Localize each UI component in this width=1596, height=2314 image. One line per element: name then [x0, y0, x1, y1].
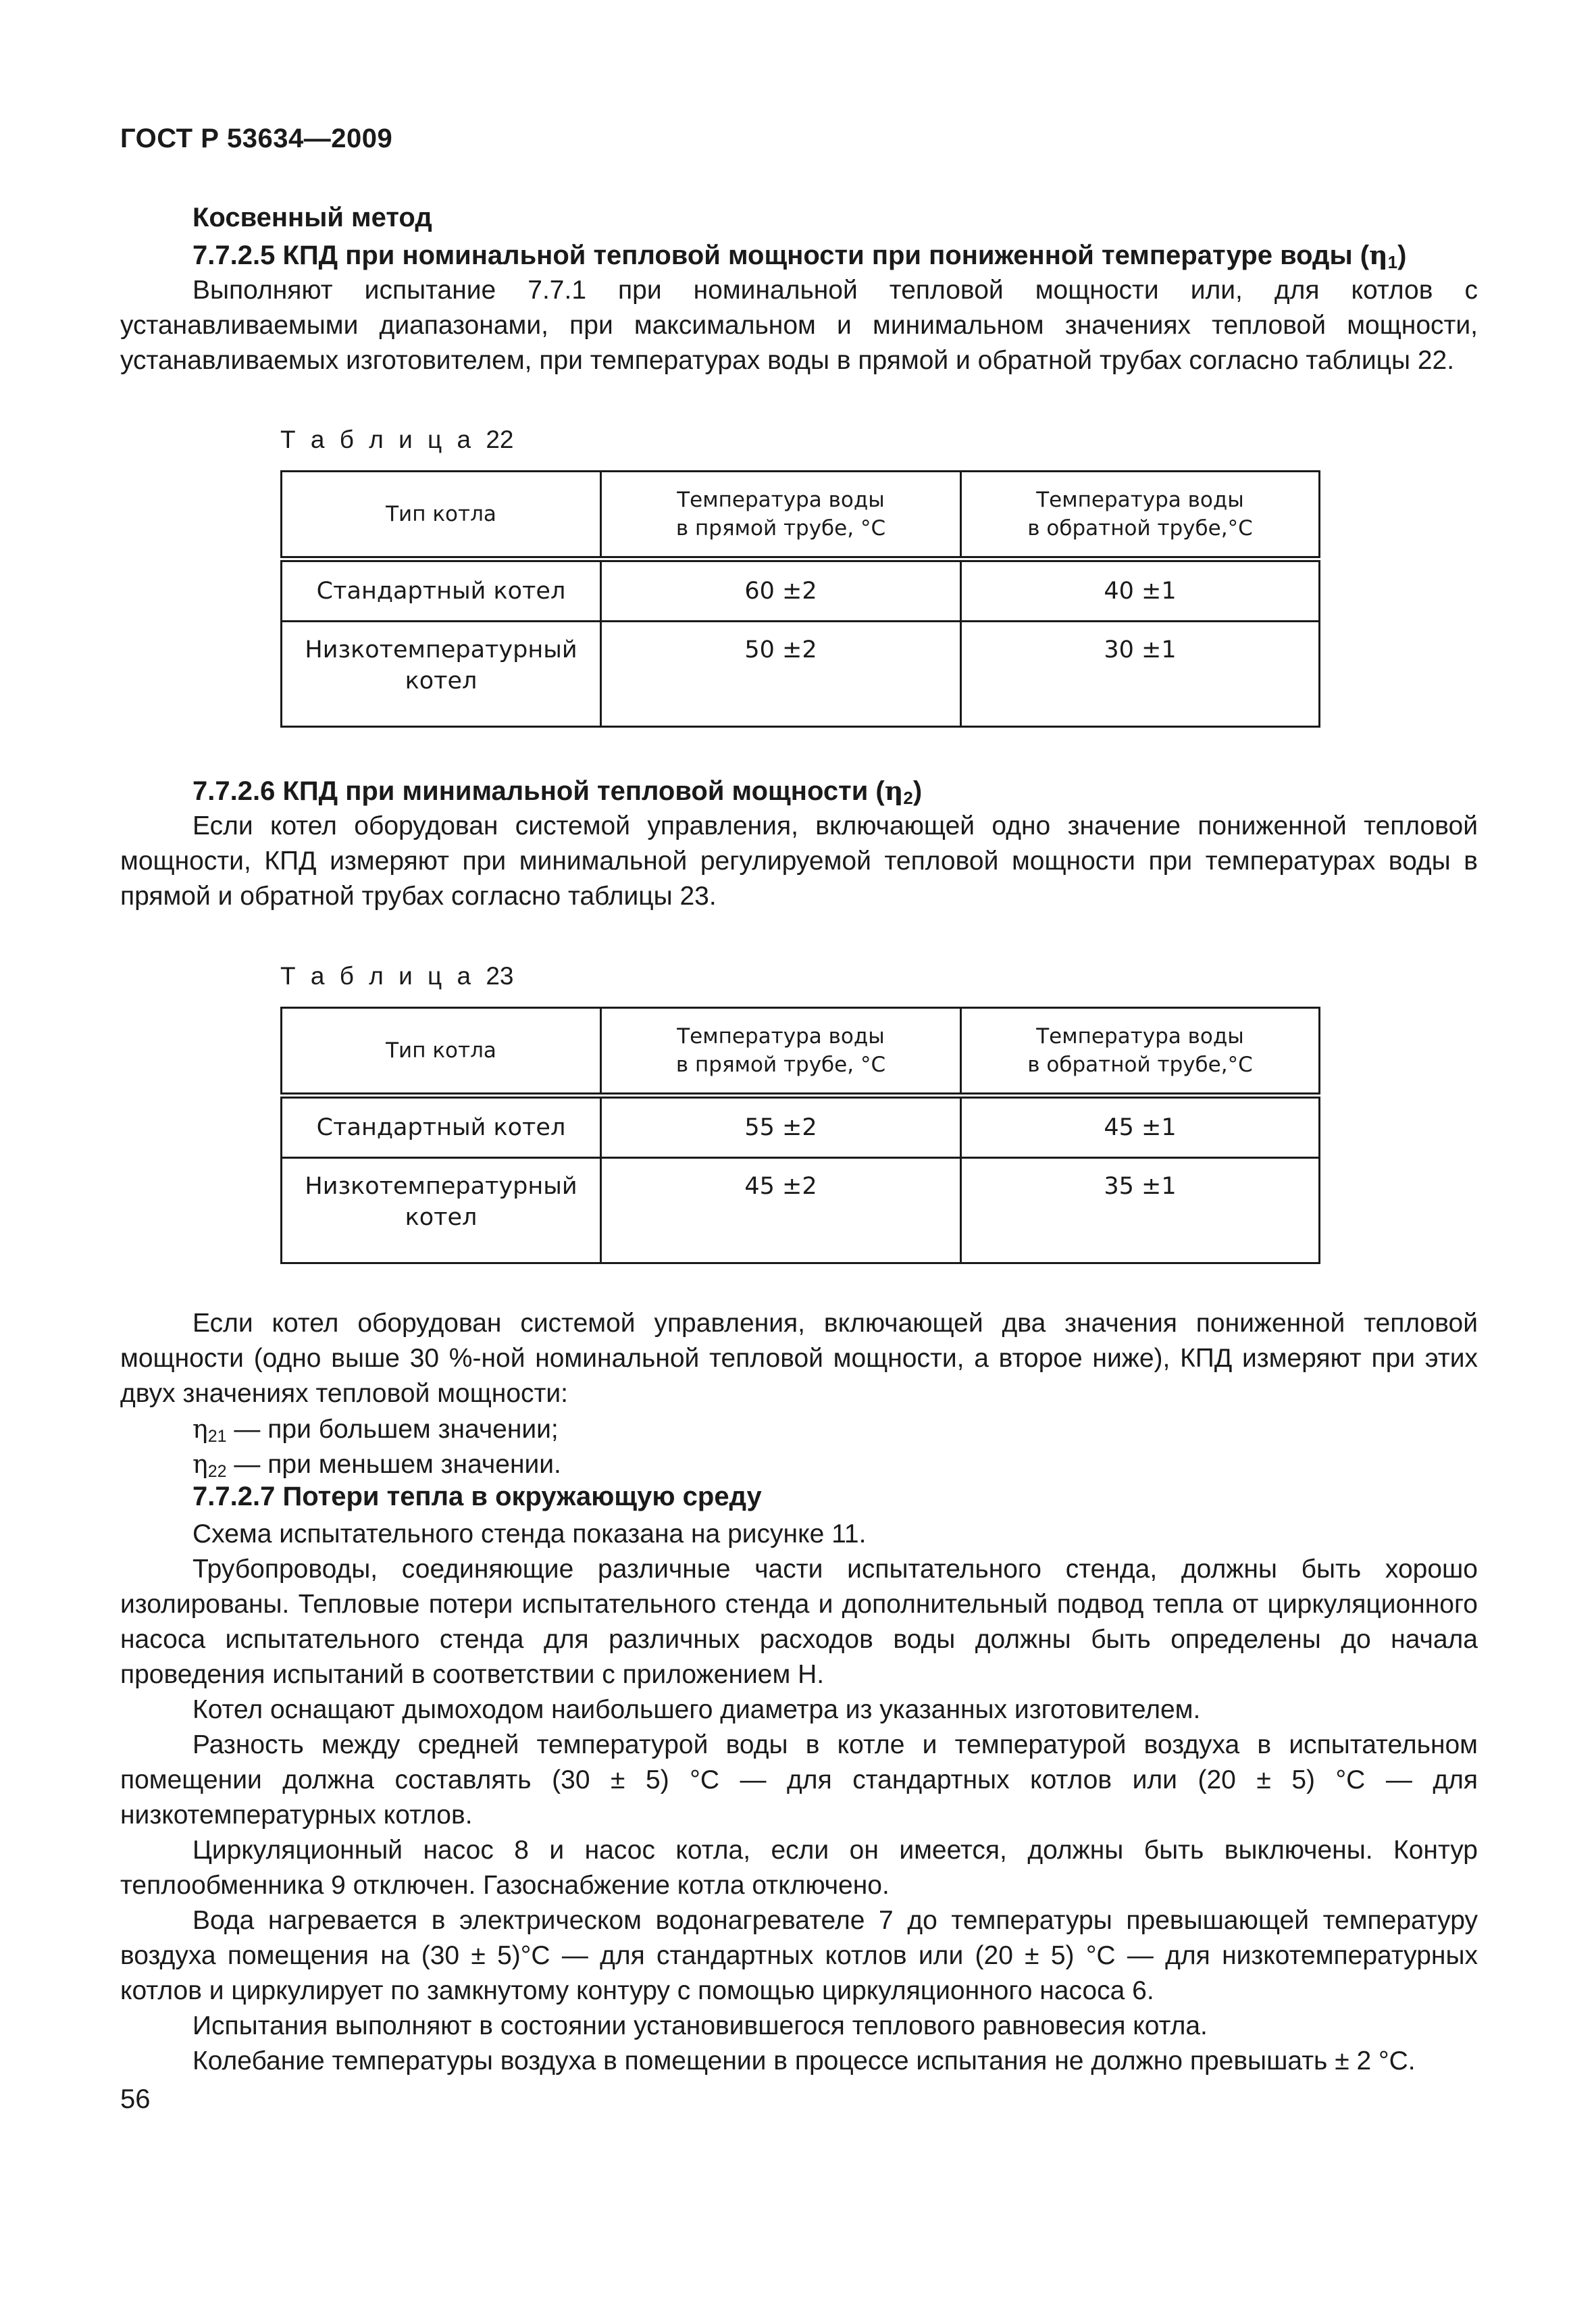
- eta-subscript: 22: [207, 1462, 227, 1481]
- header-cell: [601, 472, 961, 559]
- table-row: [282, 1158, 1320, 1263]
- header-cell: [961, 472, 1320, 559]
- eta-subscript: 2: [903, 788, 913, 808]
- table-23: [280, 1007, 1320, 1264]
- table-cell: 45 ±2: [601, 1158, 961, 1263]
- document-header: ГОСТ Р 53634—2009: [120, 124, 393, 153]
- paragraph: Циркуляционный насос 8 и насос котла, если он имеется, должны быть выключены. Контур теплообменника 9 отключен. Газоснабжение котла отключено.: [120, 1836, 1478, 1900]
- table-cell: [282, 1158, 601, 1263]
- table-row: [282, 622, 1320, 727]
- table-row: [282, 559, 1320, 622]
- paragraph: Котел оснащают дымоходом наибольшего диаметра из указанных изготовителем.: [192, 1695, 1201, 1724]
- table-cell: 30 ±1: [961, 622, 1320, 727]
- page-number: 56: [120, 2084, 151, 2114]
- table-row: [282, 1096, 1320, 1158]
- section-7725-title: [192, 240, 1406, 273]
- section-7726-text: Если котел оборудован системой управления, включающей одно значение пониженной тепловой мощности, КПД измеряют при минимальной регулируемой тепловой мощности при температурах воды в прямой и обратной трубах согласно таблицы 23.: [120, 811, 1478, 911]
- two-values-text: Если котел оборудован системой управления, включающей два значения пониженной тепловой мощности (одно выше 30 %-ной номинальной тепловой мощности, а второе ниже), КПД измеряют при этих двух значениях тепловой мощности:: [120, 1309, 1478, 1408]
- table-22: [280, 470, 1320, 728]
- paragraph: Схема испытательного стенда показана на рисунке 11.: [192, 1519, 867, 1549]
- table-cell: Стандартный котел: [282, 1096, 601, 1158]
- table-cell: 60 ±2: [601, 559, 961, 622]
- paragraph: Испытания выполняют в состоянии установившегося теплового равновесия котла.: [192, 2011, 1208, 2040]
- cell-line: Низкотемпературный: [305, 1173, 577, 1200]
- header-cell: Тип котла: [282, 1008, 601, 1096]
- section-7726-title: [192, 776, 922, 809]
- eta-subscript: 21: [207, 1427, 227, 1446]
- header-cell: [961, 1008, 1320, 1096]
- table-caption-number: 22: [486, 426, 514, 453]
- header-line: Температура воды: [677, 488, 885, 512]
- table-cell: Стандартный котел: [282, 559, 601, 622]
- eta-symbol: η: [192, 1449, 208, 1479]
- paren-close: ): [1397, 241, 1407, 270]
- table-cell: 40 ±1: [961, 559, 1320, 622]
- table-header-row: [282, 472, 1320, 559]
- eta21-text: — при большем значении;: [226, 1415, 559, 1444]
- section-7727-title: 7.7.2.7 Потери тепла в окружающую среду: [192, 1482, 762, 1511]
- header-line: в прямой трубе, °С: [675, 1053, 886, 1077]
- header-line: Температура воды: [1036, 488, 1244, 512]
- paragraph: Вода нагревается в электрическом водонагревателе 7 до температуры превышающей температуру воздуха помещения на (30 ± 5)°С — для стандартных котлов или (20 ± 5) °С — для низкотемпературных котлов и циркулирует по замкнутому контуру с помощью циркуляционного насоса 6.: [120, 1906, 1478, 2005]
- table-cell: 45 ±1: [961, 1096, 1320, 1158]
- eta22-text: — при меньшем значении.: [226, 1450, 561, 1479]
- section-7725-title-text: 7.7.2.5 КПД при номинальной тепловой мощности при пониженной температуре воды (: [192, 241, 1370, 270]
- cell-line: котел: [405, 1204, 478, 1231]
- section-7725-text: Выполняют испытание 7.7.1 при номинальной тепловой мощности или, для котлов с устанавливаемыми диапазонами, при максимальном и минимальном значениях тепловой мощности, устанавливаемых изготовителем, при температурах воды в прямой и обратной трубах согласно таблицы 22.: [120, 276, 1478, 375]
- header-cell: [601, 1008, 961, 1096]
- table-caption-number: 23: [486, 962, 514, 990]
- table-cell: 55 ±2: [601, 1096, 961, 1158]
- cell-line: котел: [405, 668, 478, 695]
- header-line: в прямой трубе, °С: [675, 516, 886, 540]
- eta-symbol: η: [884, 776, 904, 806]
- paragraph: Колебание температуры воздуха в помещении в процессе испытания не должно превышать ± 2 °С.: [192, 2046, 1416, 2076]
- header-cell: Тип котла: [282, 472, 601, 559]
- header-line: Температура воды: [677, 1024, 885, 1049]
- table22-caption: [280, 426, 514, 454]
- eta-subscript: 1: [1387, 252, 1398, 272]
- paren-close: ): [912, 776, 923, 806]
- table-caption-label: Т а б л и ц а: [280, 962, 475, 990]
- table-cell: 50 ±2: [601, 622, 961, 727]
- table-caption-label: Т а б л и ц а: [280, 426, 475, 453]
- eta-symbol: η: [1369, 240, 1388, 270]
- table-cell: 35 ±1: [961, 1158, 1320, 1263]
- paragraph: Трубопроводы, соединяющие различные части испытательного стенда, должны быть хорошо изолированы. Тепловые потери испытательного стенда и дополнительный подвод тепла от циркуляционного насоса испытательного стенда для различных расходов воды должны быть определены до начала проведения испытаний в соответствии с приложением Н.: [120, 1555, 1478, 1689]
- table-header-row: [282, 1008, 1320, 1096]
- paragraph: Разность между средней температурой воды в котле и температурой воздуха в испытательном помещении должна составлять (30 ± 5) °С — для стандартных котлов или (20 ± 5) °С — для низкотемпературных котлов.: [120, 1730, 1478, 1830]
- table23-caption: [280, 962, 514, 990]
- method-title: Косвенный метод: [192, 203, 432, 232]
- section-7726-title-text: 7.7.2.6 КПД при минимальной тепловой мощности (: [192, 776, 885, 806]
- cell-line: Низкотемпературный: [305, 636, 577, 663]
- table-cell: [282, 622, 601, 727]
- header-line: Температура воды: [1036, 1024, 1244, 1049]
- eta-symbol: η: [192, 1414, 208, 1444]
- header-line: в обратной трубе,°С: [1027, 1053, 1253, 1077]
- header-line: в обратной трубе,°С: [1027, 516, 1253, 540]
